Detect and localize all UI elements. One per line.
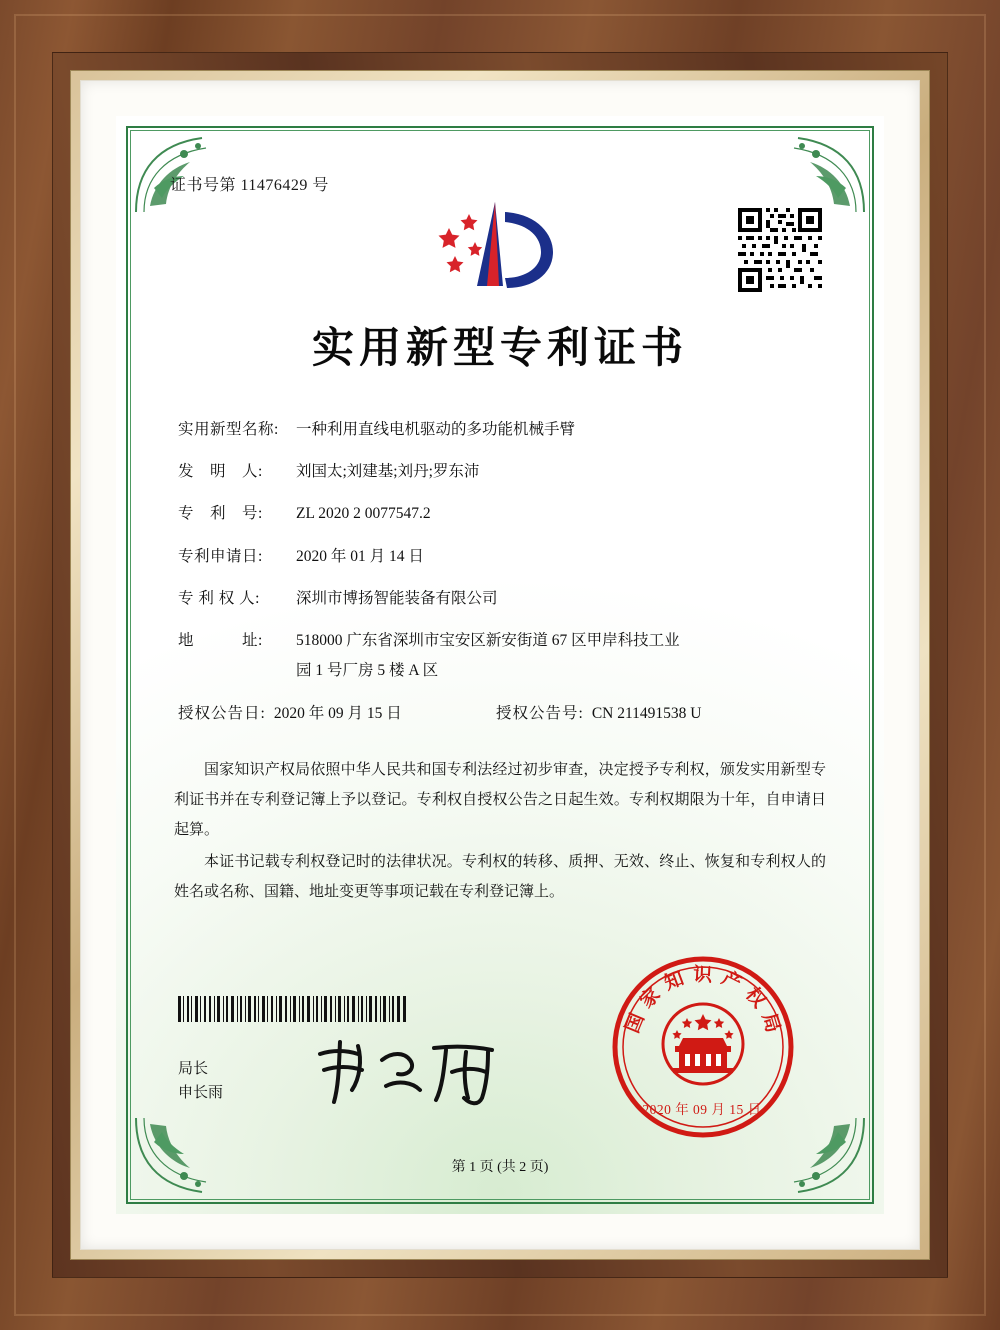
- barcode: [178, 996, 406, 1022]
- field-label: 实用新型名称:: [178, 421, 279, 438]
- address-line-1: 518000 广东省深圳市宝安区新安街道 67 区甲岸科技工业: [296, 632, 680, 650]
- field-value: 刘国太;刘建基;刘丹;罗东沛: [296, 463, 480, 481]
- svg-text:国家知识产权局: 国家知识产权局: [621, 963, 787, 1043]
- seal-date: 2020 年 09 月 15 日: [642, 1102, 762, 1117]
- page-number: 第 1 页 (共 2 页): [451, 1160, 549, 1175]
- field-value: 深圳市博扬智能装备有限公司: [296, 589, 498, 607]
- field-value: 一种利用直线电机驱动的多功能机械手臂: [296, 421, 576, 438]
- field-value: ZL 2020 2 0077547.2: [296, 505, 431, 523]
- signature-name: 申长雨: [178, 1085, 224, 1102]
- field-utility-model-name: [178, 415, 830, 445]
- page-title: 实用新型专利证书: [311, 323, 688, 372]
- field-application-date: [178, 542, 830, 572]
- qr-code: [734, 204, 826, 296]
- field-patentee: [178, 584, 830, 614]
- field-value: CN 211491538 U: [591, 704, 702, 722]
- legal-paragraph-2: 本证书记载专利权登记时的法律状况。专利权的转移、质押、无效、终止、恢复和专利权人的姓名或名称、国籍、地址变更等事项记载在专利登记簿上。: [174, 853, 826, 900]
- field-grant-date: [178, 699, 496, 729]
- field-value: 2020 年 01 月 14 日: [296, 547, 424, 565]
- legal-text: [170, 755, 830, 907]
- field-address: [178, 626, 830, 686]
- legal-paragraph-1: 国家知识产权局依照中华人民共和国专利法经过初步审查，决定授予专利权，颁发实用新型专利证书并在专利登记簿上予以登记。专利权自授权公告之日起生效。专利权期限为十年，自申请日起算。: [174, 761, 826, 838]
- field-inventors: [178, 457, 830, 487]
- certificate-number: 证书号第 11476429 号: [170, 177, 329, 194]
- address-line-2: 园 1 号厂房 5 楼 A 区: [296, 662, 439, 680]
- field-patent-number: [178, 499, 830, 529]
- field-value: 2020 年 09 月 15 日: [273, 704, 402, 722]
- signature-block: [178, 1057, 223, 1107]
- signature-role: 局长: [178, 1060, 209, 1077]
- cnipa-logo-icon: [425, 194, 575, 304]
- field-label: 授权公告号:: [496, 704, 584, 722]
- field-grant-number: [496, 699, 701, 729]
- field-label: 授权公告日:: [178, 704, 266, 722]
- field-value: [296, 626, 830, 686]
- field-grant-row: [178, 699, 830, 729]
- field-label: 专利申请日:: [178, 547, 263, 565]
- field-label: 专 利 权 人:: [178, 589, 260, 607]
- certificate-fields: [170, 415, 830, 729]
- field-label: 地 址:: [178, 632, 263, 650]
- handwritten-signature: [306, 1034, 526, 1110]
- field-label: 发 明 人:: [178, 463, 263, 481]
- certificate-document: [116, 116, 884, 1214]
- field-label: 专 利 号:: [178, 505, 263, 523]
